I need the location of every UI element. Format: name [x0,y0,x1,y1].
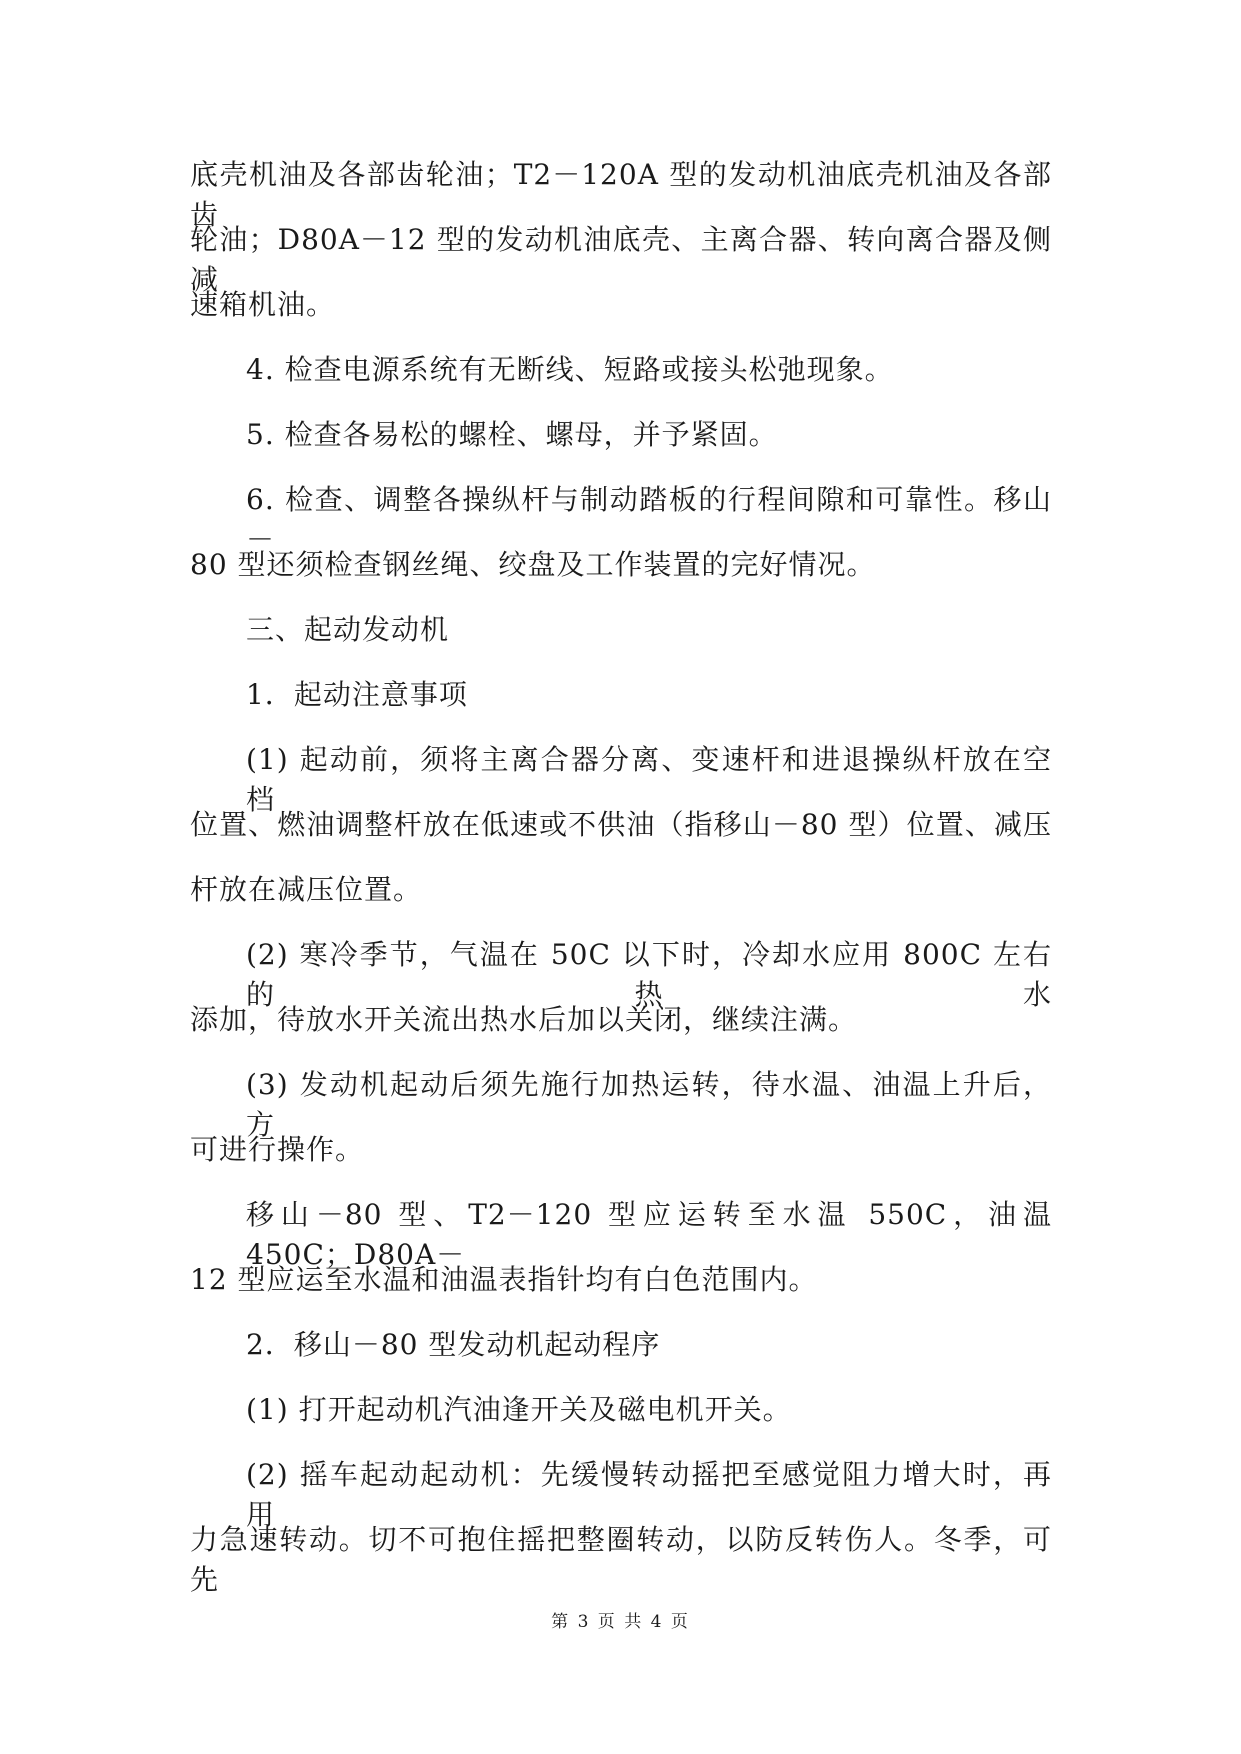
text-line: 可进行操作。 [190,1133,365,1166]
subsection-heading: 2．移山－80 型发动机起动程序 [246,1328,661,1361]
text-line: (2) 摇车起动起动机：先缓慢转动摇把至感觉阻力增大时，再用 [246,1458,1052,1531]
text-line: 6. 检查、调整各操纵杆与制动踏板的行程间隙和可靠性。移山－ [246,483,1052,556]
page-number-footer: 第 3 页 共 4 页 [551,1612,690,1632]
text-line: (1) 打开起动机汽油逢开关及磁电机开关。 [246,1393,792,1426]
text-line: 4. 检查电源系统有无断线、短路或接头松弛现象。 [246,353,894,386]
text-line: (2) 寒冷季节，气温在 50C 以下时，冷却水应用 800C 左右的热水 [246,938,1052,1011]
text-line: (1) 起动前，须将主离合器分离、变速杆和进退操纵杆放在空档 [246,743,1052,816]
text-line: 12 型应运至水温和油温表指针均有白色范围内。 [190,1263,818,1296]
text-line: 速箱机油。 [190,288,336,321]
text-line: 80 型还须检查钢丝绳、绞盘及工作装置的完好情况。 [190,548,876,581]
text-line: 轮油；D80A－12 型的发动机油底壳、主离合器、转向离合器及侧减 [190,223,1052,296]
text-line: 移山－80 型、T2－120 型应运转至水温 550C，油温 450C；D80A－ [246,1198,1052,1271]
text-line: 位置、燃油调整杆放在低速或不供油（指移山－80 型）位置、减压 [190,808,1052,841]
subsection-heading: 1．起动注意事项 [246,678,468,711]
text-line: 力急速转动。切不可抱住摇把整圈转动，以防反转伤人。冬季，可先 [190,1523,1052,1596]
section-heading: 三、起动发动机 [246,613,450,646]
text-line: 底壳机油及各部齿轮油；T2－120A 型的发动机油底壳机油及各部齿 [190,158,1052,231]
text-line: (3) 发动机起动后须先施行加热运转，待水温、油温上升后，方 [246,1068,1052,1141]
text-line: 杆放在减压位置。 [190,873,423,906]
text-line: 5. 检查各易松的螺栓、螺母，并予紧固。 [246,418,778,451]
text-line: 添加，待放水开关流出热水后加以关闭，继续注满。 [190,1003,858,1036]
